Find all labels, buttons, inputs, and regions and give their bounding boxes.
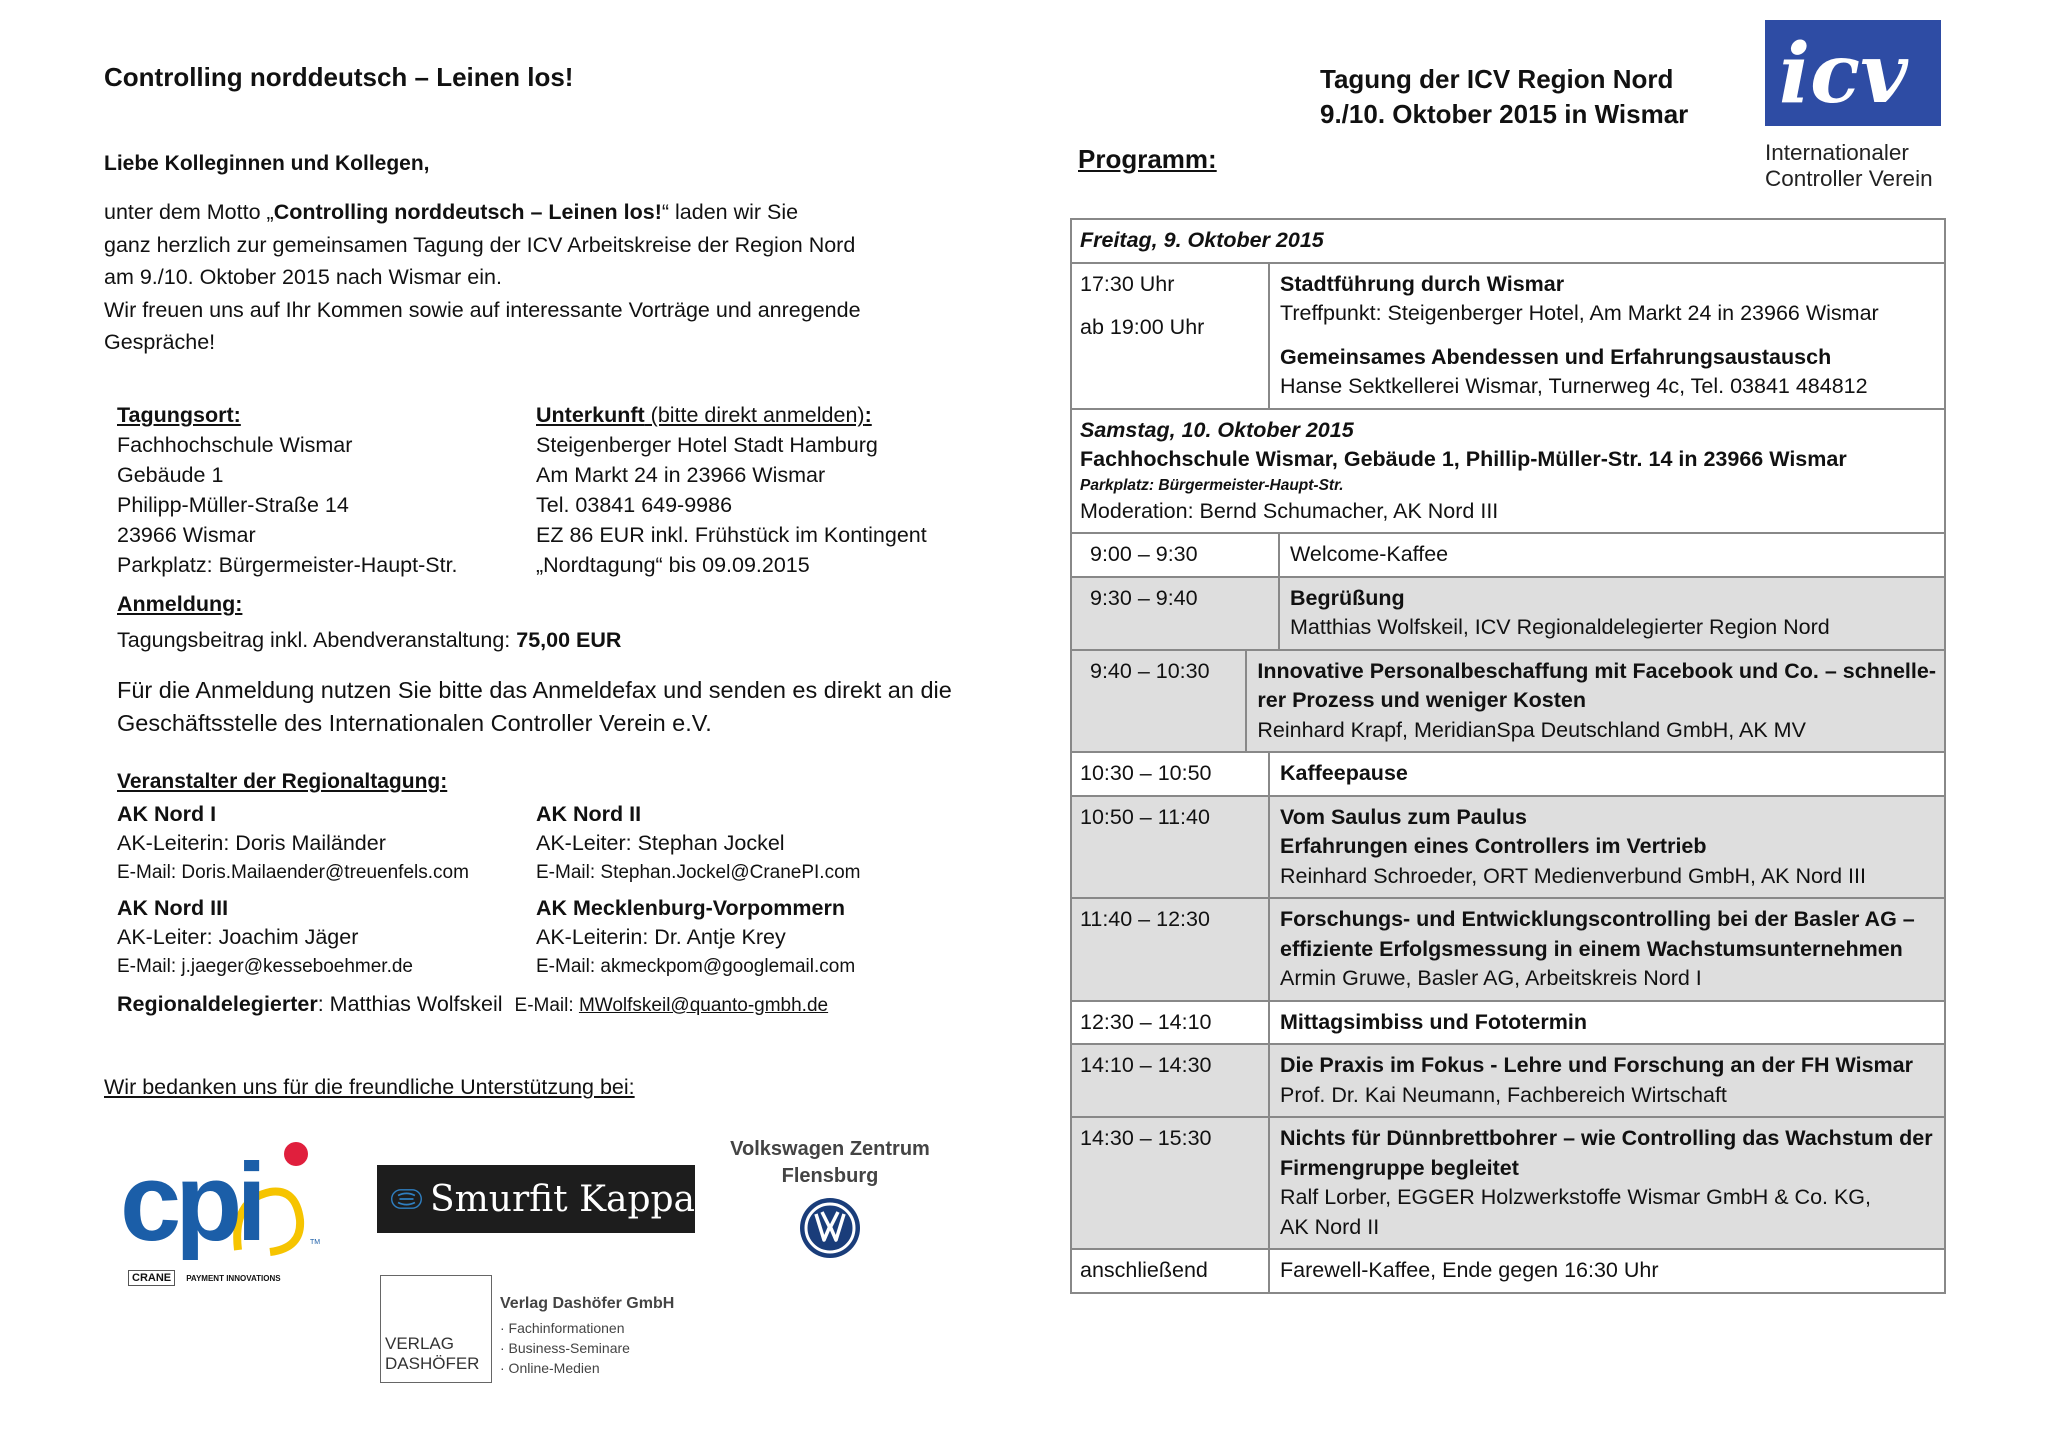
greeting: Liebe Kolleginnen und Kollegen, bbox=[104, 152, 430, 175]
intro-line1-prefix: unter dem Motto „ bbox=[104, 200, 274, 224]
venue-line: Fachhochschule Wismar bbox=[117, 433, 353, 457]
schedule-row bbox=[1072, 576, 1944, 649]
icv-subtitle-line2: Controller Verein bbox=[1765, 166, 1933, 191]
schedule-row bbox=[1072, 1000, 1944, 1044]
time-cell: 14:10 – 14:30 bbox=[1072, 1045, 1270, 1116]
conference-title-line2: 9./10. Oktober 2015 in Wismar bbox=[1320, 99, 1689, 129]
dashoefer-item: · Fachinformationen bbox=[500, 1320, 625, 1336]
session-cell bbox=[1270, 1118, 1944, 1248]
time-cell: 9:30 – 9:40 bbox=[1072, 578, 1280, 649]
organizer-lead: AK-Leiter: Joachim Jäger bbox=[117, 925, 359, 949]
intro-line: Gespräche! bbox=[104, 330, 216, 354]
venue-line: Parkplatz: Bürgermeister-Haupt-Str. bbox=[117, 553, 458, 577]
icv-wordmark: icv bbox=[1779, 26, 1908, 122]
schedule-row bbox=[1072, 795, 1944, 898]
organizer-lead: AK-Leiterin: Doris Mailänder bbox=[117, 831, 386, 855]
organizer-ak-mv bbox=[536, 894, 855, 981]
dashoefer-item: · Business-Seminare bbox=[500, 1340, 630, 1356]
session-cell bbox=[1270, 1045, 1944, 1116]
dashoefer-title: Verlag Dashöfer GmbH bbox=[500, 1295, 675, 1312]
organizer-name: AK Mecklenburg-Vorpommern bbox=[536, 896, 845, 920]
saturday-moderation: Moderation: Bernd Schumacher, AK Nord III bbox=[1080, 498, 1499, 523]
regional-delegate bbox=[117, 992, 828, 1017]
schedule-row bbox=[1072, 897, 1944, 1000]
session-detail: Matthias Wolfskeil, ICV Regionaldelegierter Region Nord bbox=[1290, 615, 1830, 639]
session-title: effiziente Erfolgsmessung in einem Wachstumsunternehmen bbox=[1280, 936, 1903, 961]
session-detail: Welcome-Kaffee bbox=[1290, 542, 1449, 566]
session-title: Erfahrungen eines Controllers im Vertrieb bbox=[1280, 834, 1707, 858]
venue-line: Gebäude 1 bbox=[117, 463, 224, 487]
fee-value: 75,00 EUR bbox=[516, 628, 622, 652]
schedule-row bbox=[1072, 532, 1944, 576]
saturday-header bbox=[1072, 410, 1944, 533]
session-cell bbox=[1270, 1002, 1944, 1044]
lodging-heading-colon: : bbox=[864, 403, 872, 427]
registration-fee bbox=[117, 628, 621, 653]
friday-header: Freitag, 9. Oktober 2015 bbox=[1080, 228, 1324, 252]
programme-label: Programm: bbox=[1078, 144, 1217, 174]
session-detail: Prof. Dr. Kai Neumann, Fachbereich Wirtschaft bbox=[1280, 1082, 1727, 1107]
session-detail: Reinhard Schroeder, ORT Medienverbund GmbH, AK Nord III bbox=[1280, 863, 1866, 888]
dashoefer-box-line1: VERLAG bbox=[385, 1334, 454, 1353]
vw-line2: Flensburg bbox=[781, 1165, 879, 1187]
time-cell: 9:40 – 10:30 bbox=[1072, 651, 1247, 752]
friday-header-row bbox=[1072, 220, 1944, 262]
delegate-mail-link[interactable]: MWolfskeil@quanto-gmbh.de bbox=[578, 995, 829, 1016]
vw-emblem-icon bbox=[798, 1196, 862, 1260]
intro-line: Wir freuen uns auf Ihr Kommen sowie auf interessante Vorträge und anregende bbox=[104, 297, 861, 322]
event-title: Stadtführung durch Wismar bbox=[1280, 271, 1565, 296]
time-cell: 10:50 – 11:40 bbox=[1072, 797, 1270, 898]
icv-subtitle-line1: Internationaler bbox=[1765, 140, 1909, 165]
event-title: Gemeinsames Abendessen und Erfahrungsaustausch bbox=[1280, 344, 1832, 369]
organizer-name: AK Nord II bbox=[536, 802, 642, 826]
intro-line: am 9./10. Oktober 2015 nach Wismar ein. bbox=[104, 265, 502, 289]
vw-logo bbox=[720, 1136, 940, 1265]
lodging-heading-bold: Unterkunft bbox=[536, 403, 645, 427]
event-detail: Treffpunkt: Steigenberger Hotel, Am Markt 24 in 23966 Wismar bbox=[1280, 301, 1879, 325]
session-title: Forschungs- und Entwicklungscontrolling bei der Basler AG – bbox=[1280, 907, 1915, 931]
vw-line1: Volkswagen Zentrum bbox=[730, 1138, 930, 1160]
organizer-ak-nord-2 bbox=[536, 800, 860, 887]
session-cell bbox=[1270, 753, 1944, 795]
registration-note-line: Für die Anmeldung nutzen Sie bitte das Anmeldefax und senden es direkt an die bbox=[117, 677, 952, 703]
friday-events-row bbox=[1072, 262, 1944, 408]
organizer-lead: AK-Leiter: Stephan Jockel bbox=[536, 831, 785, 855]
session-title: Die Praxis im Fokus - Lehre und Forschung an der FH Wismar bbox=[1280, 1053, 1913, 1077]
schedule-row bbox=[1072, 1116, 1944, 1248]
time-cell: 14:30 – 15:30 bbox=[1072, 1118, 1270, 1248]
conference-title-line1: Tagung der ICV Region Nord bbox=[1320, 64, 1674, 94]
session-title: Innovative Personalbeschaffung mit Facebook und Co. – schnelle- bbox=[1257, 658, 1936, 683]
organizer-lead: AK-Leiterin: Dr. Antje Krey bbox=[536, 925, 786, 949]
organizer-mail: E-Mail: Doris.Mailaender@treuenfels.com bbox=[117, 862, 469, 883]
session-cell bbox=[1270, 1250, 1944, 1292]
schedule-row bbox=[1072, 751, 1944, 795]
dashoefer-item: · Online-Medien bbox=[500, 1360, 600, 1376]
organizer-mail: E-Mail: j.jaeger@kesseboehmer.de bbox=[117, 956, 413, 977]
organizer-mail: E-Mail: akmeckpom@googlemail.com bbox=[536, 956, 856, 977]
venue-heading: Tagungsort: bbox=[117, 403, 241, 427]
time-cell: 17:30 Uhr bbox=[1080, 271, 1175, 296]
registration-note bbox=[117, 674, 952, 740]
session-title: Begrüßung bbox=[1290, 585, 1405, 610]
time-cell: anschließend bbox=[1072, 1250, 1270, 1292]
smurfit-text: Smurfit Kappa bbox=[429, 1178, 695, 1220]
fee-label: Tagungsbeitrag inkl. Abendveranstaltung: bbox=[117, 628, 517, 652]
saturday-date: Samstag, 10. Oktober 2015 bbox=[1080, 417, 1354, 442]
session-detail: Reinhard Krapf, MeridianSpa Deutschland GmbH, AK MV bbox=[1257, 717, 1806, 742]
friday-times bbox=[1072, 264, 1270, 408]
time-cell: 10:30 – 10:50 bbox=[1072, 753, 1270, 795]
session-title: rer Prozess und weniger Kosten bbox=[1257, 688, 1586, 712]
time-cell: 12:30 – 14:10 bbox=[1072, 1002, 1270, 1044]
event-detail: Hanse Sektkellerei Wismar, Turnerweg 4c, Tel. 03841 484812 bbox=[1280, 374, 1868, 398]
organizer-ak-nord-1 bbox=[117, 800, 469, 887]
organizer-name: AK Nord I bbox=[117, 802, 217, 826]
schedule-row bbox=[1072, 649, 1944, 752]
time-cell: ab 19:00 Uhr bbox=[1080, 315, 1205, 339]
cpi-crane: CRANE bbox=[128, 1270, 175, 1286]
venue-line: 23966 Wismar bbox=[117, 523, 256, 547]
lodging-line: „Nordtagung“ bis 09.09.2015 bbox=[536, 553, 810, 577]
session-cell bbox=[1270, 899, 1944, 1000]
saturday-location: Fachhochschule Wismar, Gebäude 1, Phillip-Müller-Str. 14 in 23966 Wismar bbox=[1080, 447, 1847, 471]
intro-text bbox=[104, 196, 861, 359]
friday-descriptions bbox=[1270, 264, 1944, 408]
session-title: Vom Saulus zum Paulus bbox=[1280, 804, 1527, 829]
session-title: Mittagsimbiss und Fototermin bbox=[1280, 1009, 1587, 1034]
main-title: Controlling norddeutsch – Leinen los! bbox=[104, 62, 574, 92]
dashoefer-box-line2: DASHÖFER bbox=[385, 1354, 480, 1373]
cpi-wordmark: cpi bbox=[120, 1141, 261, 1260]
intro-line1-suffix: “ laden wir Sie bbox=[661, 200, 799, 224]
lodging-block bbox=[536, 400, 927, 580]
schedule-row bbox=[1072, 1043, 1944, 1116]
venue-block bbox=[117, 400, 458, 580]
sponsor-logos bbox=[100, 1110, 960, 1448]
cpi-logo bbox=[120, 1140, 320, 1320]
registration-note-line: Geschäftsstelle des Internationalen Controller Verein e.V. bbox=[117, 710, 712, 736]
time-cell: 11:40 – 12:30 bbox=[1072, 899, 1270, 1000]
icv-logo bbox=[1765, 20, 1941, 126]
lodging-line: EZ 86 EUR inkl. Frühstück im Kontingent bbox=[536, 523, 927, 547]
conference-title bbox=[1320, 62, 1688, 132]
session-cell bbox=[1280, 578, 1944, 649]
lodging-line: Steigenberger Hotel Stadt Hamburg bbox=[536, 433, 878, 457]
organizers-heading: Veranstalter der Regionaltagung: bbox=[117, 770, 448, 793]
icv-subtitle bbox=[1765, 140, 1933, 192]
cpi-sub: PAYMENT INNOVATIONS bbox=[186, 1274, 281, 1283]
lodging-heading bbox=[536, 400, 927, 430]
intro-line: ganz herzlich zur gemeinsamen Tagung der ICV Arbeitskreise der Region Nord bbox=[104, 232, 856, 257]
lodging-line: Am Markt 24 in 23966 Wismar bbox=[536, 463, 826, 487]
saturday-header-row bbox=[1072, 408, 1944, 533]
session-cell bbox=[1247, 651, 1944, 752]
dashoefer-text bbox=[500, 1294, 674, 1378]
session-title: Kaffeepause bbox=[1280, 761, 1408, 785]
organizer-name: AK Nord III bbox=[117, 896, 229, 920]
registration-heading: Anmeldung: bbox=[117, 592, 243, 616]
session-detail: Farewell-Kaffee, Ende gegen 16:30 Uhr bbox=[1280, 1258, 1659, 1282]
lodging-heading-rest: (bitte direkt anmelden) bbox=[644, 403, 865, 427]
delegate-label: Regionaldelegierter bbox=[117, 992, 318, 1016]
lodging-line: Tel. 03841 649-9986 bbox=[536, 493, 733, 517]
schedule-table bbox=[1070, 218, 1946, 1294]
schedule-row bbox=[1072, 1248, 1944, 1292]
saturday-parking: Parkplatz: Bürgermeister-Haupt-Str. bbox=[1080, 476, 1344, 494]
session-title: Nichts für Dünnbrettbohrer – wie Controlling das Wachstum der bbox=[1280, 1126, 1933, 1150]
delegate-name: : Matthias Wolfskeil bbox=[317, 992, 503, 1016]
organizer-mail: E-Mail: Stephan.Jockel@CranePI.com bbox=[536, 862, 861, 883]
session-cell bbox=[1270, 797, 1944, 898]
session-detail: Armin Gruwe, Basler AG, Arbeitskreis Nord I bbox=[1280, 966, 1702, 990]
smurfit-icon bbox=[391, 1185, 422, 1213]
delegate-mail-label: E-Mail: bbox=[514, 995, 579, 1016]
venue-line: Philipp-Müller-Straße 14 bbox=[117, 493, 349, 517]
dashoefer-box bbox=[380, 1275, 492, 1383]
time-cell: 9:00 – 9:30 bbox=[1072, 534, 1280, 576]
thanks-line: Wir bedanken uns für die freundliche Unterstützung bei: bbox=[104, 1075, 635, 1099]
session-detail: Ralf Lorber, EGGER Holzwerkstoffe Wismar GmbH & Co. KG, bbox=[1280, 1185, 1872, 1209]
intro-motto: Controlling norddeutsch – Leinen los! bbox=[273, 200, 662, 224]
session-cell bbox=[1280, 534, 1944, 576]
session-title: Firmengruppe begleitet bbox=[1280, 1155, 1519, 1180]
session-detail: AK Nord II bbox=[1280, 1214, 1380, 1239]
smurfit-kappa-logo bbox=[377, 1165, 695, 1233]
organizer-ak-nord-3 bbox=[117, 894, 413, 981]
cpi-tm: TM bbox=[310, 1239, 320, 1246]
